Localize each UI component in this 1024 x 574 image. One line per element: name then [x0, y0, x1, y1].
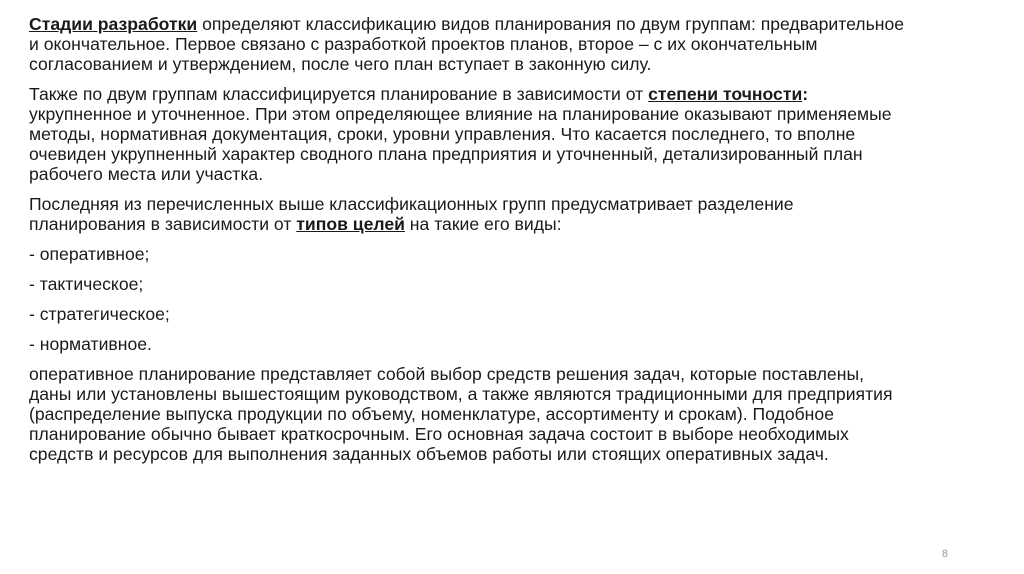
paragraph-accuracy-lead: Также по двум группам классифицируется планирование в зависимости от: [29, 84, 649, 104]
paragraph-accuracy-colon: :: [802, 84, 809, 104]
term-degree-of-accuracy: степени точности: [648, 84, 803, 104]
paragraph-operational-planning: оперативное планирование представляет собой выбор средств решения задач, которые поставлены, даны или установлены вышестоящим руководством, а также являются традиционными для предприятия (распределение выпуска продукции по объему, номенклатуре, ассортименту и срокам). Подобное планирование обычно бывает краткосрочным. Его основная задача состоит в выборе необходимых средств и ресурсов для выполнения заданных объемов работы или стоящих оперативных задач.: [29, 364, 893, 464]
paragraph-stages: [29, 14, 909, 74]
slide-body: [29, 14, 909, 474]
paragraph-goal-types: [29, 194, 909, 234]
term-goal-types: типов целей: [296, 214, 405, 234]
paragraph-goal-types-lead: Последняя из перечисленных выше классификационных групп предусматривает разделение планирования в зависимости от: [29, 194, 794, 234]
paragraph-accuracy-text: укрупненное и уточненное. При этом определяющее влияние на планирование оказывают применяемые методы, нормативная документация, сроки, уровни управления. Что касается последнего, то вполне очевиден укрупненный характер сводного плана предприятия и уточненный, детализированный план рабочего места или участка.: [29, 104, 892, 184]
list-item-normative: - нормативное.: [29, 334, 152, 354]
paragraph-stages-text: определяют классификацию видов планирования по двум группам: предварительное и окончательное. Первое связано с разработкой проектов планов, второе – с их окончательным согласованием и утверждением, после чего план вступает в законную силу.: [29, 14, 905, 74]
page-number: 8: [941, 548, 948, 560]
paragraph-goal-types-text: на такие его виды:: [404, 214, 562, 234]
list-item-strategic: - стратегическое;: [29, 304, 170, 324]
term-development-stages: Стадии разработки: [29, 14, 198, 34]
paragraph-accuracy: [29, 84, 909, 184]
list-item-tactical: - тактическое;: [29, 274, 144, 294]
list-item-operational: - оперативное;: [29, 244, 150, 264]
